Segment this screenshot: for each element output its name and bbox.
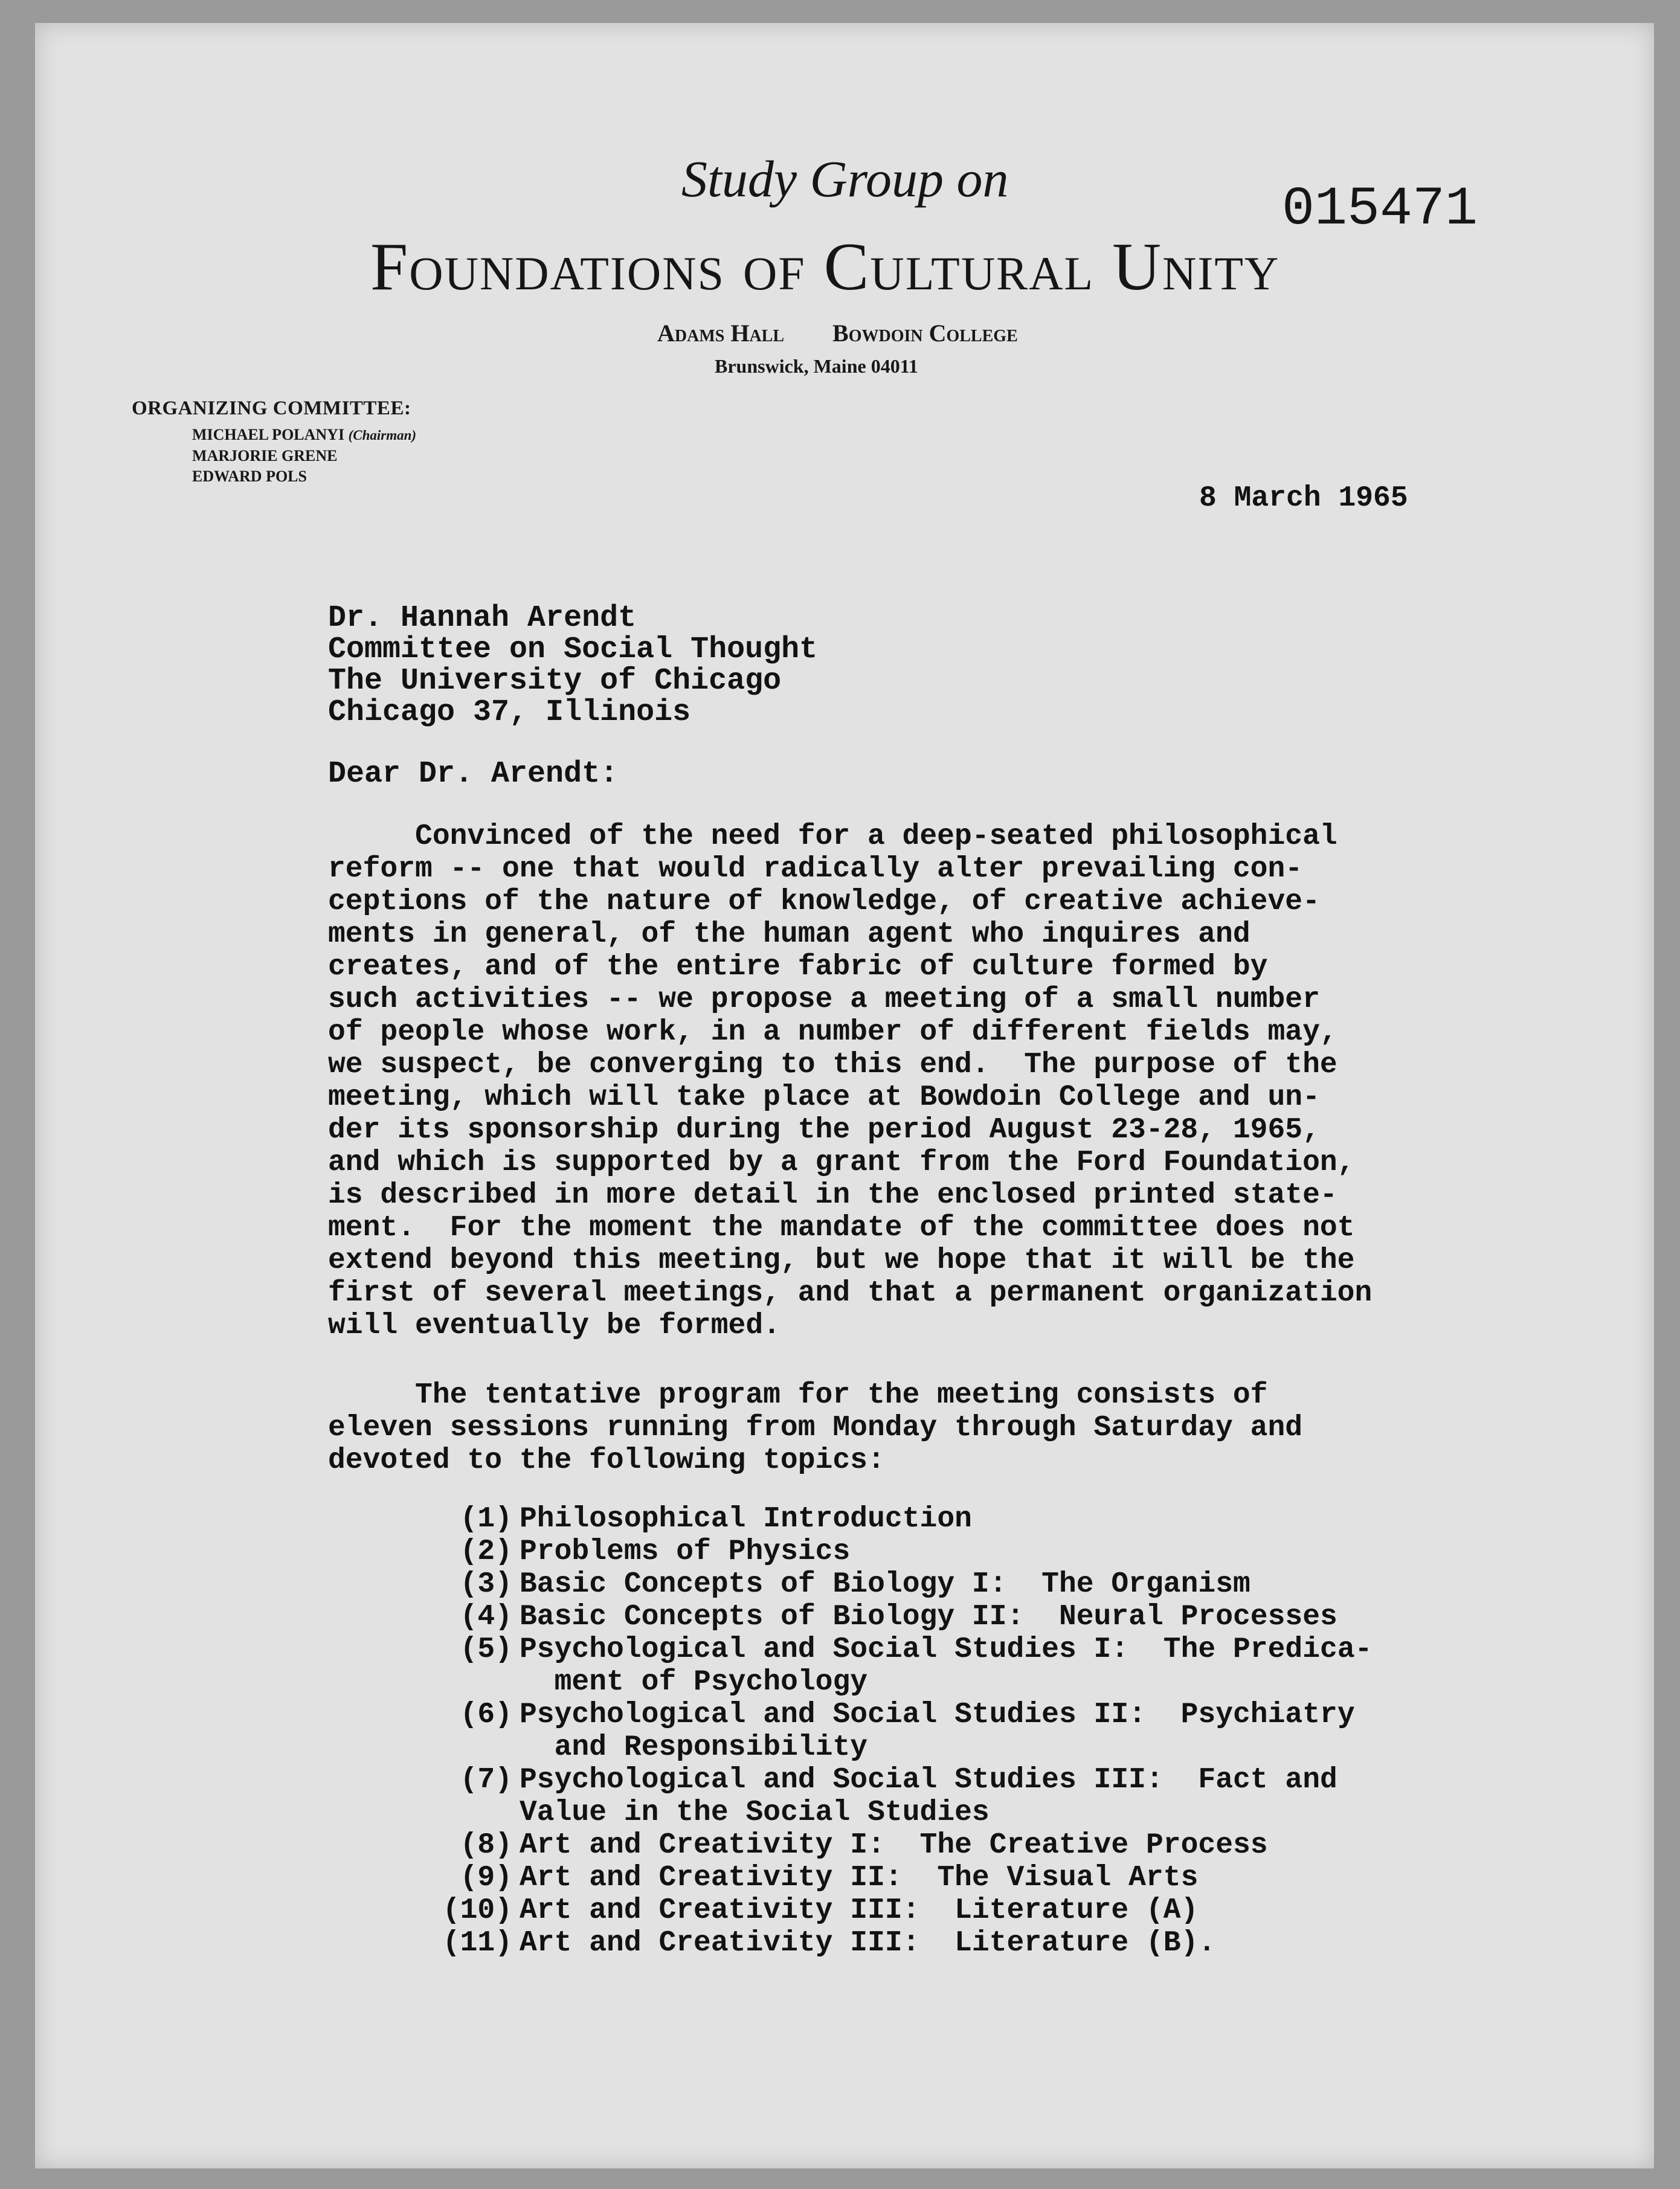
topic-item (422, 1503, 1468, 1535)
committee-member-name: MICHAEL POLANYI (192, 426, 345, 443)
letterhead-hall: Adams Hall (657, 320, 785, 347)
paragraph-line: ment. For the moment the mandate of the committee does not (328, 1212, 1355, 1244)
topic-item (422, 1764, 1468, 1829)
topic-item (422, 1568, 1468, 1601)
topic-number: (11) (442, 1927, 512, 1959)
paragraph-1 (328, 820, 1524, 1342)
paragraph-line: is described in more detail in the enclosed printed state- (328, 1179, 1337, 1212)
topic-item (422, 1601, 1468, 1633)
topic-item (422, 1927, 1468, 1959)
paragraph-line: and which is supported by a grant from the Ford Foundation, (328, 1146, 1355, 1179)
paragraph-line: extend beyond this meeting, but we hope that it will be the (328, 1244, 1355, 1277)
topic-text: Art and Creativity II: The Visual Arts (520, 1862, 1199, 1894)
paragraph-line: The tentative program for the meeting consists of (328, 1379, 1268, 1412)
topics-list (422, 1503, 1468, 1959)
recipient-line: The University of Chicago (328, 664, 782, 698)
topic-item (422, 1633, 1468, 1699)
topic-number: (10) (442, 1894, 512, 1927)
recipient-address (328, 603, 817, 728)
paragraph-line: of people whose work, in a number of different fields may, (328, 1016, 1337, 1049)
paragraph-line: der its sponsorship during the period August 23-28, 1965, (328, 1114, 1320, 1146)
topic-item (422, 1699, 1468, 1764)
recipient-line: Chicago 37, Illinois (328, 695, 691, 730)
committee-member-name: EDWARD POLS (192, 468, 307, 485)
committee-member (192, 446, 416, 466)
topic-number: (2) (460, 1535, 512, 1568)
topic-number: (5) (460, 1633, 512, 1666)
topic-number: (3) (460, 1568, 512, 1601)
topic-text: Philosophical Introduction (520, 1503, 972, 1535)
topic-text: Problems of Physics (520, 1535, 851, 1568)
topic-text: Art and Creativity III: Literature (B). (520, 1927, 1216, 1959)
topic-number: (4) (460, 1601, 512, 1633)
topic-number: (9) (460, 1862, 512, 1894)
topic-number: (7) (460, 1764, 512, 1796)
topic-text: Psychological and Social Studies II: Psychiatry and Responsibility (520, 1699, 1355, 1764)
paragraph-line: creates, and of the entire fabric of culture formed by (328, 951, 1268, 983)
topic-item (422, 1862, 1468, 1894)
letterhead-subtitle: Study Group on (681, 150, 1009, 208)
topic-item (422, 1535, 1468, 1568)
paragraph-line: we suspect, be converging to this end. The purpose of the (328, 1049, 1337, 1081)
topic-text: Psychological and Social Studies III: Fact and Value in the Social Studies (520, 1764, 1337, 1829)
topic-text: Basic Concepts of Biology I: The Organism (520, 1568, 1250, 1601)
salutation: Dear Dr. Arendt: (328, 757, 619, 791)
recipient-line: Committee on Social Thought (328, 632, 818, 667)
paragraph-line: eleven sessions running from Monday through Saturday and (328, 1412, 1303, 1444)
paragraph-line: reform -- one that would radically alter prevailing con- (328, 853, 1303, 886)
letter-page (35, 23, 1654, 2168)
paragraph-2 (328, 1379, 1524, 1477)
letterhead-title: Foundations of Cultural Unity (370, 230, 1280, 304)
letterhead-address-line2: Brunswick, Maine 04011 (715, 355, 918, 377)
topic-text: Art and Creativity III: Literature (A) (520, 1894, 1199, 1927)
topic-number: (6) (460, 1699, 512, 1731)
document-number: 015471 (1282, 179, 1478, 240)
topic-item (422, 1894, 1468, 1927)
committee-heading: ORGANIZING COMMITTEE: (132, 397, 411, 419)
topic-text: Basic Concepts of Biology II: Neural Processes (520, 1601, 1337, 1633)
paragraph-line: meeting, which will take place at Bowdoin College and un- (328, 1081, 1320, 1114)
committee-member-role: (Chairman) (348, 428, 417, 443)
organizing-committee (132, 397, 416, 487)
committee-member (192, 466, 416, 487)
paragraph-line: ceptions of the nature of knowledge, of creative achieve- (328, 886, 1320, 918)
topic-text: Art and Creativity I: The Creative Process (520, 1829, 1268, 1862)
topic-text: Psychological and Social Studies I: The Predica- ment of Psychology (520, 1633, 1373, 1699)
paragraph-line: will eventually be formed. (328, 1310, 780, 1342)
topic-item (422, 1829, 1468, 1862)
paragraph-line: such activities -- we propose a meeting of a small number (328, 983, 1320, 1016)
paragraph-line: ments in general, of the human agent who inquires and (328, 918, 1250, 951)
recipient-line: Dr. Hannah Arendt (328, 601, 637, 635)
letterhead-address-line1 (657, 319, 1018, 347)
letter-date: 8 March 1965 (1199, 482, 1408, 515)
topic-number: (8) (460, 1829, 512, 1862)
letterhead-college: Bowdoin College (832, 320, 1018, 347)
topic-number: (1) (460, 1503, 512, 1535)
committee-member-name: MARJORIE GRENE (192, 447, 338, 464)
committee-member (192, 425, 416, 446)
paragraph-line: first of several meetings, and that a permanent organization (328, 1277, 1373, 1310)
paragraph-line: devoted to the following topics: (328, 1444, 885, 1477)
paragraph-line: Convinced of the need for a deep-seated philosophical (328, 820, 1337, 853)
